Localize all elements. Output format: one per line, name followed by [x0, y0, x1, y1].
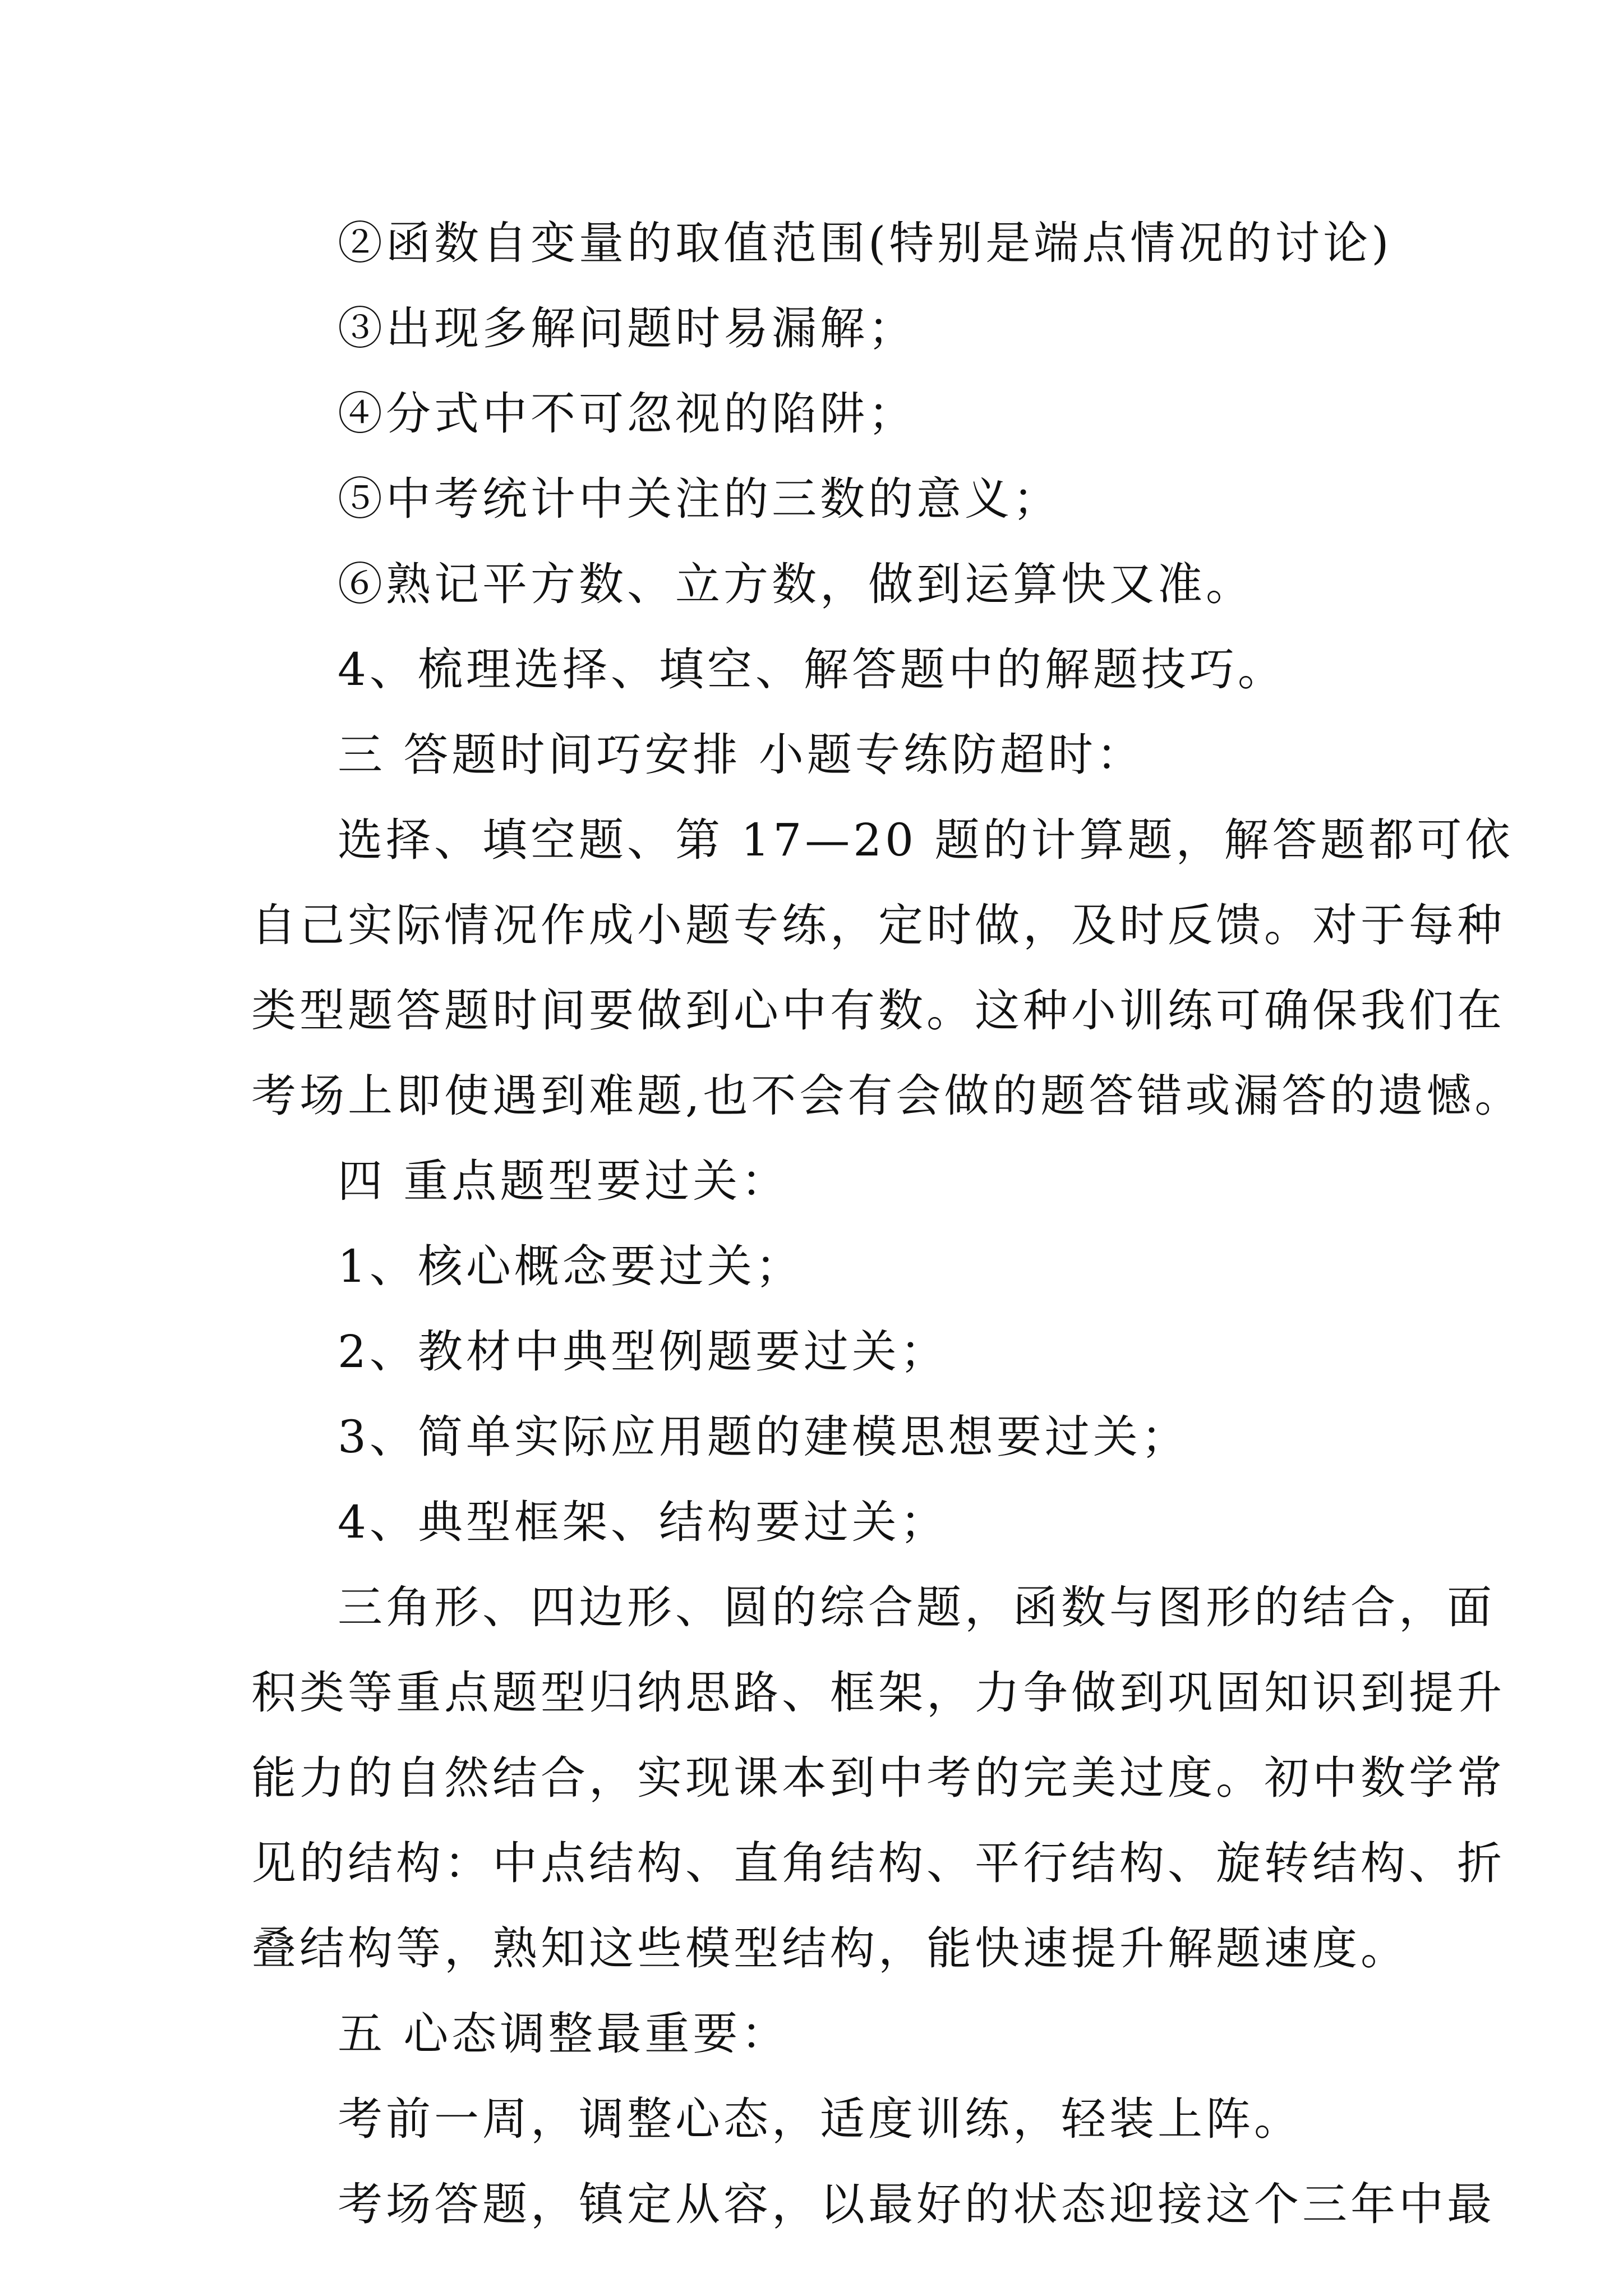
section-heading: 五 心态调整最重要： — [338, 2008, 790, 2060]
text-line: 4、梳理选择、填空、解答题中的解题技巧。 — [338, 643, 1286, 696]
paragraph-line: 能力的自然结合，实现课本到中考的完美过度。初中数学常 — [251, 1752, 1505, 1804]
paragraph-line: 三角形、四边形、圆的综合题，函数与图形的结合，面 — [338, 1581, 1495, 1634]
text-line: ⑥熟记平方数、立方数，做到运算快又准。 — [338, 558, 1254, 610]
paragraph-line: 叠结构等，熟知这些模型结构，能快速提升解题速度。 — [251, 1922, 1409, 1975]
paragraph-line: 考场上即使遇到难题,也不会有会做的题答错或漏答的遗憾。 — [251, 1070, 1523, 1122]
list-item: 4、典型框架、结构要过关； — [338, 1496, 948, 1548]
paragraph-line: 选择、填空题、第 17—20 题的计算题，解答题都可依 — [338, 814, 1514, 866]
section-heading: 三 答题时间巧安排 小题专练防超时： — [338, 729, 1145, 781]
list-item: 3、简单实际应用题的建模思想要过关； — [338, 1411, 1189, 1463]
list-item: 1、核心概念要过关； — [338, 1240, 804, 1292]
text-line: ③出现多解问题时易漏解； — [338, 302, 916, 355]
paragraph-line: 考场答题，镇定从容，以最好的状态迎接这个三年中最 — [338, 2178, 1495, 2230]
section-heading: 四 重点题型要过关： — [338, 1155, 790, 1207]
paragraph-line: 积类等重点题型归纳思路、框架，力争做到巩固知识到提升 — [251, 1667, 1505, 1719]
text-line: ⑤中考统计中关注的三数的意义； — [338, 473, 1061, 525]
paragraph-line: 见的结构：中点结构、直角结构、平行结构、旋转结构、折 — [251, 1837, 1505, 1889]
text-line: ②函数自变量的取值范围(特别是端点情况的讨论) — [338, 217, 1393, 269]
text-line: ④分式中不可忽视的陷阱； — [338, 388, 916, 440]
list-item: 2、教材中典型例题要过关； — [338, 1326, 948, 1378]
paragraph-line: 类型题答题时间要做到心中有数。这种小训练可确保我们在 — [251, 984, 1505, 1037]
document-body — [251, 201, 1523, 2247]
paragraph-line: 自己实际情况作成小题专练，定时做，及时反馈。对于每种 — [251, 899, 1505, 951]
paragraph-line: 考前一周，调整心态，适度训练，轻装上阵。 — [338, 2093, 1302, 2145]
